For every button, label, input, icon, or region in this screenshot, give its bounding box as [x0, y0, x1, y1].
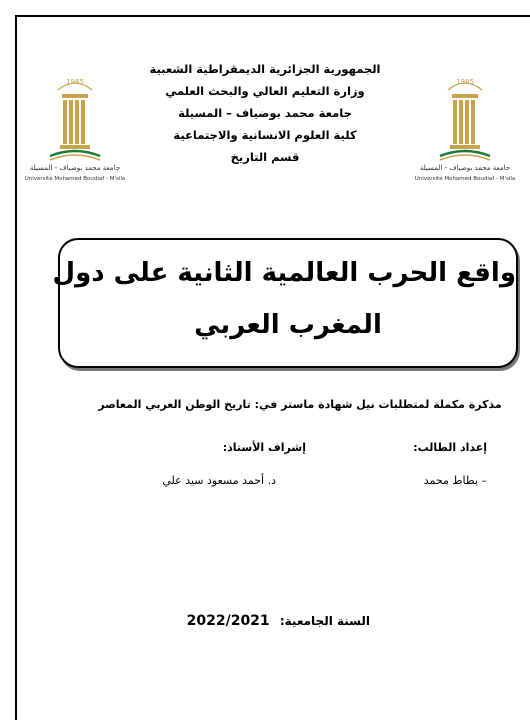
logo-name-french: Université Mohamed Boudiaf - M'sila — [414, 176, 516, 182]
thesis-subtitle: مذكرة مكملة لمتطلبات نيل شهادة ماستر في: تاريخ الوطن العربي المعاصر — [98, 398, 502, 411]
student-name: – بطاط محمد — [423, 474, 487, 487]
university-logo-left — [20, 72, 130, 192]
faculty-name: كلية العلوم الانسانية والاجتماعية — [173, 128, 357, 142]
supervisor-name: د. أحمد مسعود سيد علي — [162, 474, 276, 487]
supervisor-label: إشراف الأستاذ: — [222, 441, 306, 454]
thesis-title-box — [52, 238, 518, 368]
republic-name: الجمهورية الجزائرية الديمقراطية الشعبية — [149, 62, 381, 76]
logo-name-arabic: جامعة محمد بوضياف - المسيلة — [419, 164, 511, 172]
logo-year: 1985 — [66, 78, 84, 86]
department-name: قسم التاريخ — [230, 150, 300, 164]
institution-header — [140, 58, 390, 168]
ministry-name: وزارة التعليم العالي والبحث العلمي — [165, 84, 365, 98]
academic-year-value: 2022/2021 — [186, 613, 270, 629]
logo-name-french: Université Mohamed Boudiaf - M'sila — [24, 176, 126, 182]
student-label: إعداد الطالب: — [413, 441, 487, 454]
academic-year — [187, 613, 370, 629]
academic-year-label: السنة الجامعية: — [279, 614, 370, 628]
university-logo-right — [410, 72, 520, 192]
thesis-title-line-2: المغرب العربي — [194, 310, 382, 340]
logo-year: 1985 — [456, 78, 474, 86]
thesis-title-line-1: واقع الحرب العالمية الثانية على دول — [52, 258, 516, 288]
university-name: جامعة محمد بوضياف – المسيلة — [178, 106, 352, 120]
logo-name-arabic: جامعة محمد بوضياف - المسيلة — [29, 164, 121, 172]
